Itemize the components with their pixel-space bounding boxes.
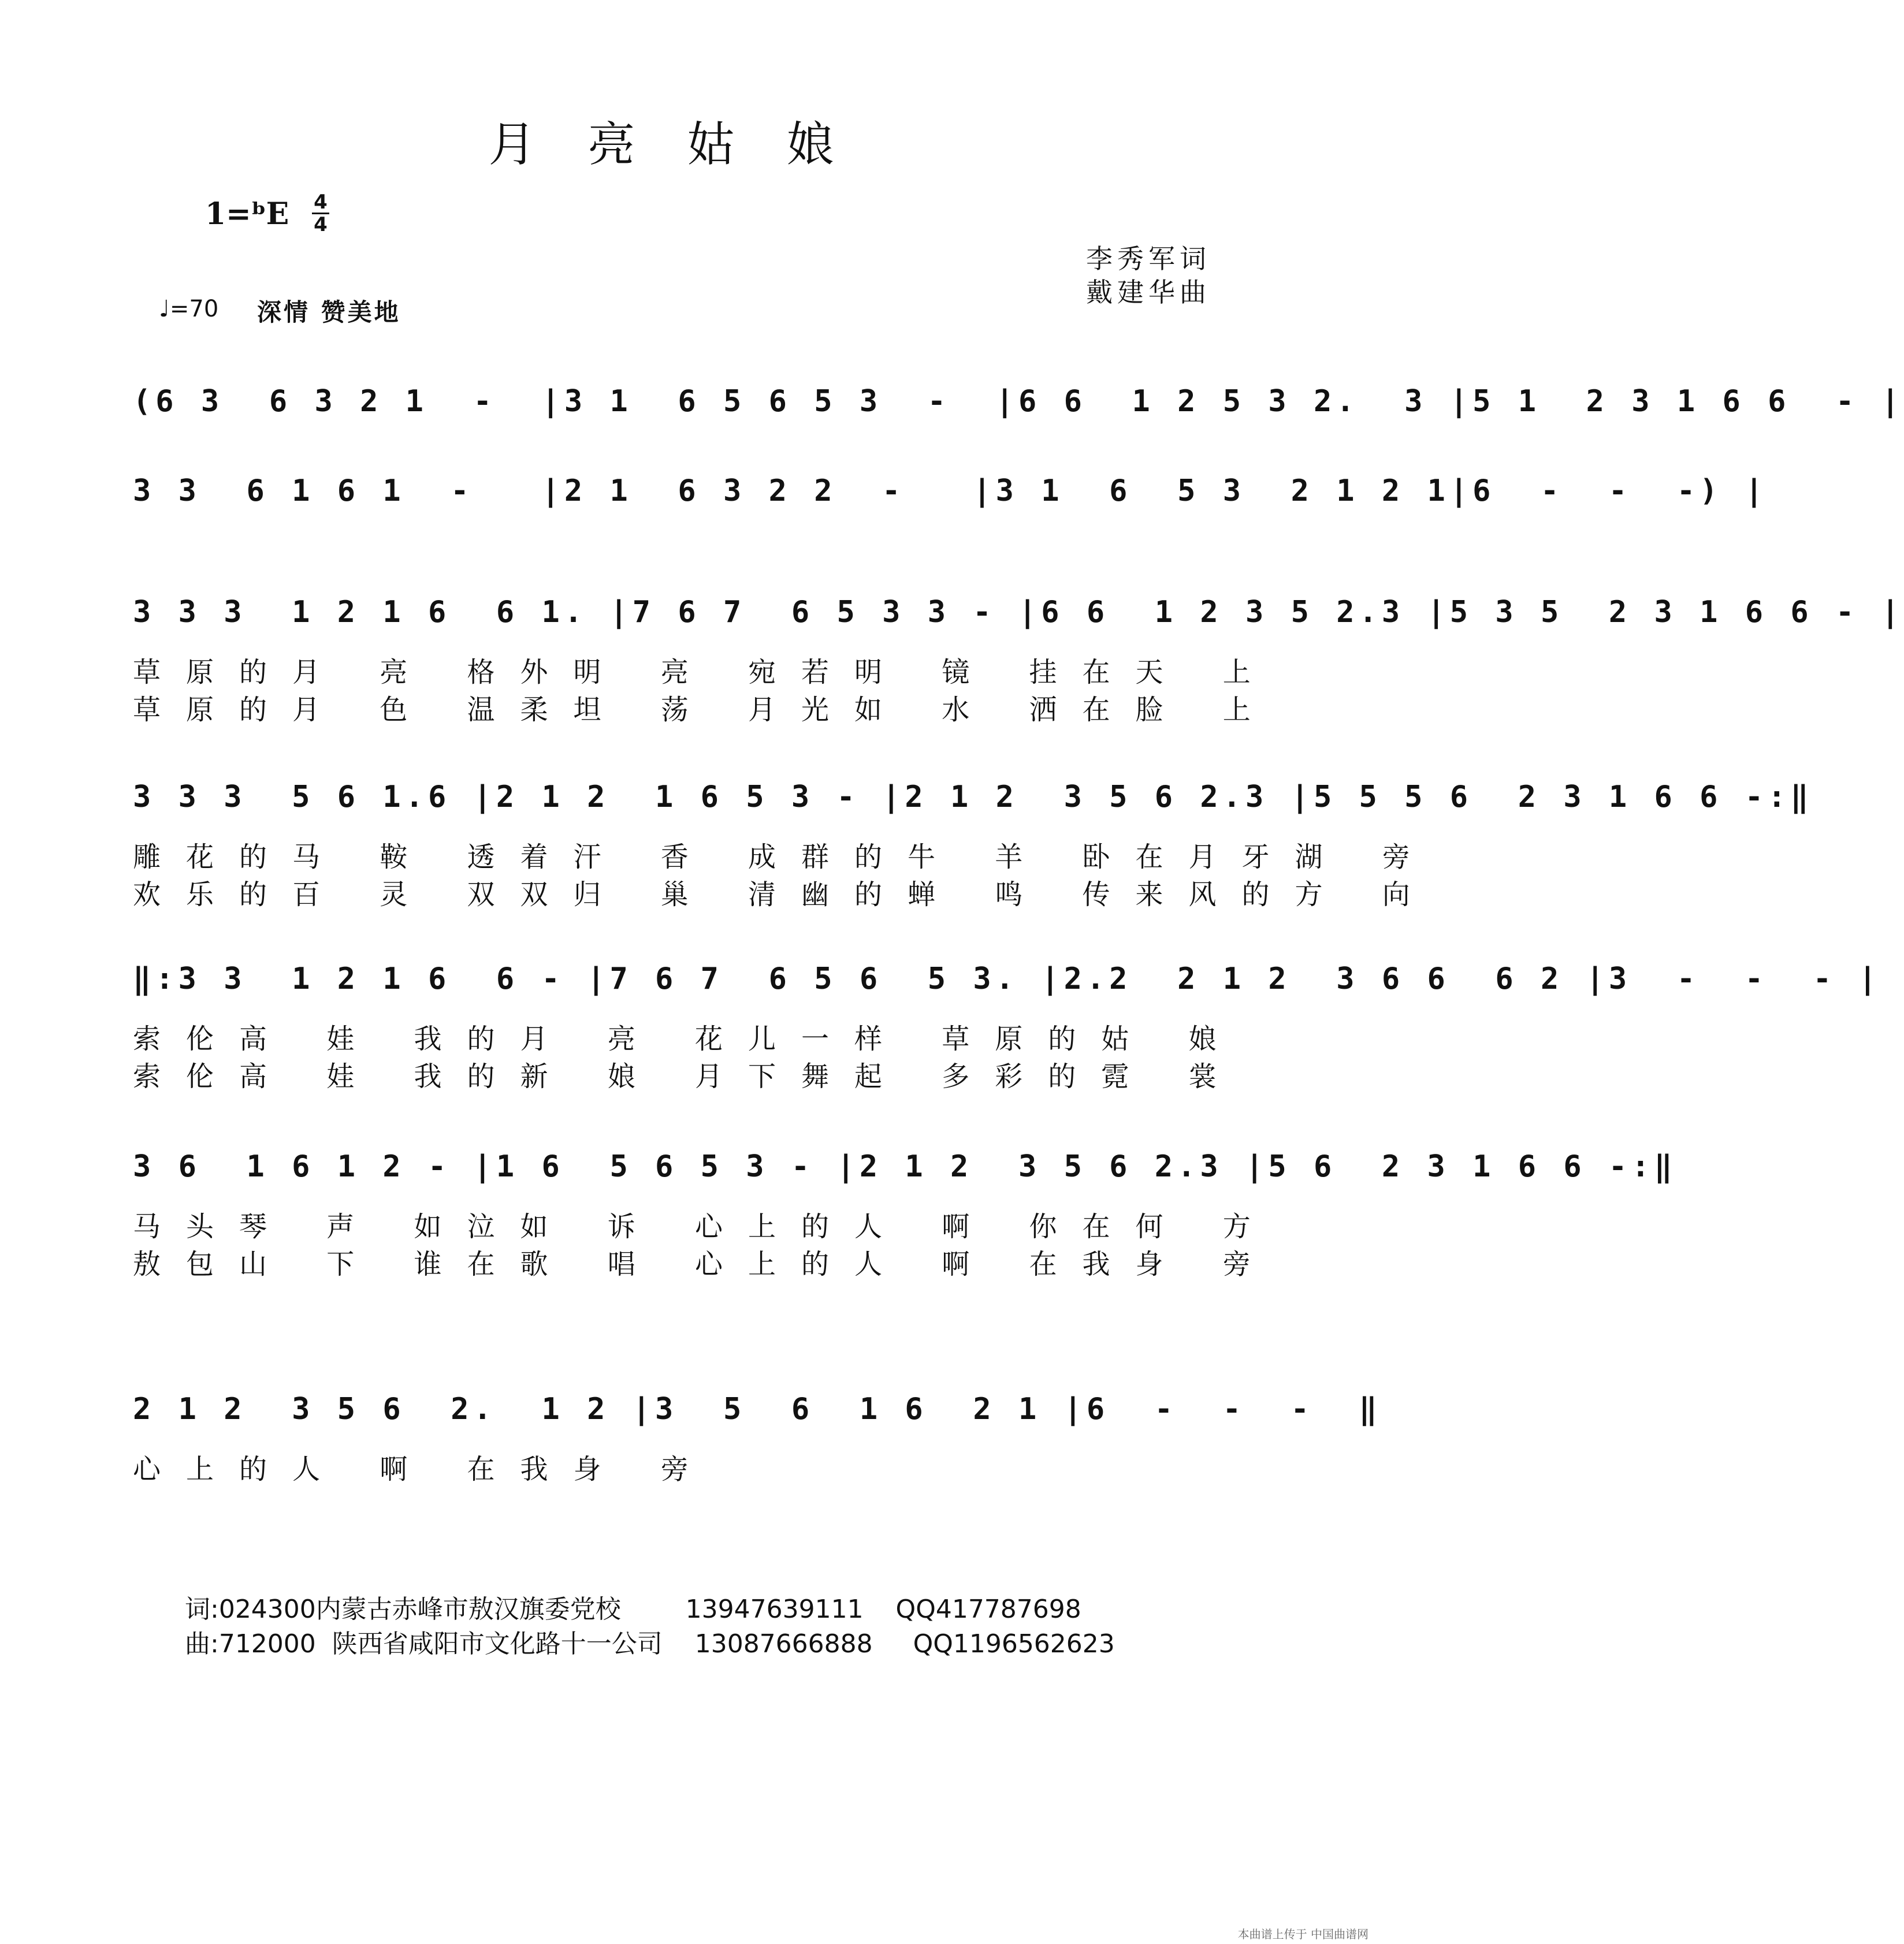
notation-line: 3 6 1 6 1 2 - |1 6 5 6 5 3 - |2 1 2 3 5 6 2.3 |5 6 2 3 1 6 6 -:‖ — [133, 1149, 1677, 1184]
lyric-line: 雕花的马 鞍 透着汗 香 成群的牛 羊 卧在月牙湖 旁 — [133, 841, 1436, 873]
lyric-line: 欢乐的百 灵 双双归 巢 清幽的蝉 鸣 传来风的方 向 — [133, 878, 1436, 911]
page-title: 月亮姑娘 — [488, 117, 886, 172]
composer-contact: 曲:712000 陕西省咸阳市文化路十一公司 13087666888 QQ1196562623 — [185, 1629, 1115, 1659]
score-row — [133, 384, 1904, 465]
score-row — [133, 962, 1881, 1093]
time-signature — [312, 192, 329, 235]
expression-marking: 深情 赞美地 — [257, 298, 401, 326]
score-row — [133, 474, 1768, 554]
lyric-line: 马头琴 声 如泣如 诉 心上的人 啊 你在何 方 — [133, 1211, 1276, 1243]
watermark: 本曲谱上传于 中国曲谱网 — [1237, 1927, 1368, 1941]
score-row — [133, 595, 1904, 726]
composer-credit: 戴建华曲 — [1086, 277, 1211, 308]
notation-line: 2 1 2 3 5 6 2. 1 2 |3 5 6 1 6 2 1 |6 - - - ‖ — [133, 1392, 1382, 1427]
lyric-line: 索伦高 娃 我的月 亮 花儿一样 草原的姑 娘 — [133, 1023, 1242, 1055]
lyric-line: 敖包山 下 谁在歌 唱 心上的人 啊 在我身 旁 — [133, 1248, 1276, 1280]
score-row — [133, 1392, 1382, 1485]
lyricist-credit: 李秀军词 — [1086, 243, 1211, 274]
notation-line: 3 3 3 5 6 1.6 |2 1 2 1 6 5 3 - |2 1 2 3 5 6 2.3 |5 5 5 6 2 3 1 6 6 -:‖ — [133, 780, 1813, 814]
tempo-marking: ♩=70 — [159, 296, 219, 322]
meter-top: 4 — [314, 191, 328, 214]
score-row — [133, 1149, 1677, 1280]
lyricist-contact: 词:024300内蒙古赤峰市敖汉旗委党校 13947639111 QQ417787698 — [185, 1595, 1081, 1624]
lyric-line: 草原的月 亮 格外明 亮 宛若明 镜 挂在天 上 — [133, 656, 1276, 688]
notation-line: (6 3 6 3 2 1 - |3 1 6 5 6 5 3 - |6 6 1 2 5 3 2. 3 |5 1 2 3 1 6 6 - | — [133, 384, 1904, 419]
score-row — [133, 780, 1813, 911]
lyric-line: 索伦高 娃 我的新 娘 月下舞起 多彩的霓 裳 — [133, 1060, 1242, 1093]
lyric-line: 草原的月 色 温柔坦 荡 月光如 水 洒在脸 上 — [133, 694, 1276, 726]
notation-line: ‖:3 3 1 2 1 6 6 - |7 6 7 6 5 6 5 3. |2.2 2 1 2 3 6 6 6 2 |3 - - - | — [133, 962, 1881, 996]
lyric-line: 心上的人 啊 在我身 旁 — [133, 1453, 714, 1485]
notation-line: 3 3 6 1 6 1 - |2 1 6 3 2 2 - |3 1 6 5 3 2 1 2 1|6 - - -) | — [133, 474, 1768, 508]
notation-line: 3 3 3 1 2 1 6 6 1. |7 6 7 6 5 3 3 - |6 6 1 2 3 5 2.3 |5 3 5 2 3 1 6 6 - | — [133, 595, 1904, 630]
key-signature: 1=ᵇE — [205, 196, 289, 232]
meter-bottom: 4 — [314, 213, 328, 236]
